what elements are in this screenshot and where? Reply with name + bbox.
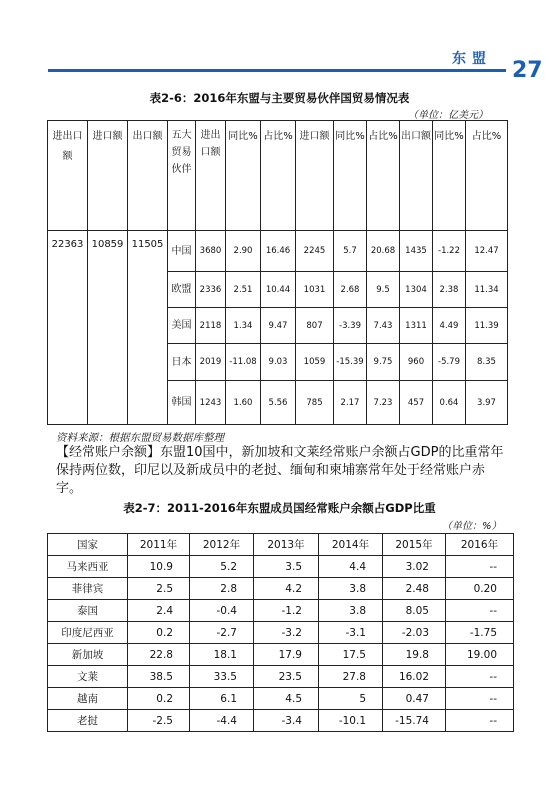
table1-unit: （单位：亿美元）: [408, 110, 488, 121]
value-cell: 5.7: [334, 231, 367, 272]
table1-header-cell: 同比%: [226, 121, 261, 231]
value-cell: -3.4: [254, 710, 319, 732]
total-trade-cell: 22363: [48, 231, 88, 425]
value-cell: 0.47: [383, 688, 446, 710]
table2-header-cell: 2016年: [446, 534, 514, 556]
country-cell: 越南: [48, 688, 128, 710]
value-cell: 9.75: [367, 344, 400, 381]
table2-header-cell: 2011年: [128, 534, 190, 556]
value-cell: 2.90: [226, 231, 261, 272]
value-cell: -3.1: [319, 622, 383, 644]
value-cell: 0.2: [128, 688, 190, 710]
trade-partner-table: [47, 120, 508, 425]
country-cell: 泰国: [48, 600, 128, 622]
value-cell: 2118: [196, 308, 226, 344]
value-cell: 22.8: [128, 644, 190, 666]
value-cell: --: [446, 688, 514, 710]
table-row: [48, 710, 514, 732]
value-cell: 2.8: [190, 578, 254, 600]
partner-cell: 中国: [168, 231, 196, 272]
table-row: [48, 644, 514, 666]
table1-header-cell: 五大贸易伙伴: [168, 121, 196, 231]
value-cell: 2.51: [226, 272, 261, 308]
table-row: [48, 688, 514, 710]
value-cell: 38.5: [128, 666, 190, 688]
table1-header-cell: 出口额: [400, 121, 433, 231]
value-cell: 7.23: [367, 381, 400, 425]
value-cell: 1243: [196, 381, 226, 425]
table2-header-cell: 国家: [48, 534, 128, 556]
value-cell: 9.03: [261, 344, 296, 381]
country-cell: 马来西亚: [48, 556, 128, 578]
table1-header-cell: 同比%: [334, 121, 367, 231]
value-cell: 19.00: [446, 644, 514, 666]
table1-header-cell: 占比%: [261, 121, 296, 231]
value-cell: 20.68: [367, 231, 400, 272]
value-cell: 2245: [296, 231, 334, 272]
table-row: [48, 666, 514, 688]
partner-cell: 美国: [168, 308, 196, 344]
value-cell: 11.39: [466, 308, 508, 344]
value-cell: 4.49: [433, 308, 466, 344]
table-row: [48, 231, 508, 272]
value-cell: -4.4: [190, 710, 254, 732]
value-cell: 2.38: [433, 272, 466, 308]
value-cell: 457: [400, 381, 433, 425]
value-cell: 7.43: [367, 308, 400, 344]
table1-title: 表2-6：2016年东盟与主要贸易伙伴国贸易情况表: [149, 91, 410, 105]
value-cell: 0.20: [446, 578, 514, 600]
value-cell: 0.2: [128, 622, 190, 644]
value-cell: 10.44: [261, 272, 296, 308]
value-cell: 5.56: [261, 381, 296, 425]
value-cell: -15.39: [334, 344, 367, 381]
table1-header-cell: 出口额: [128, 121, 168, 231]
table2-header-row: [48, 534, 514, 556]
table1-header-cell: 进口额: [88, 121, 128, 231]
table-row: [48, 622, 514, 644]
total-export-cell: 11505: [128, 231, 168, 425]
body-paragraph: 【经常账户余额】东盟10国中，新加坡和文莱经常账户余额占GDP的比重常年保持两位数，印尼以及新成员中的老挝、缅甸和柬埔寨常年处于经常账户赤字。: [56, 445, 504, 496]
source-note: 资料来源：根据东盟贸易数据库整理: [56, 432, 224, 444]
value-cell: 2019: [196, 344, 226, 381]
table1-header-cell: 进出口额: [48, 121, 88, 231]
value-cell: 2.48: [383, 578, 446, 600]
value-cell: -11.08: [226, 344, 261, 381]
value-cell: 4.5: [254, 688, 319, 710]
country-cell: 印度尼西亚: [48, 622, 128, 644]
value-cell: 12.47: [466, 231, 508, 272]
value-cell: -3.39: [334, 308, 367, 344]
current-account-table: [47, 533, 514, 732]
value-cell: 6.1: [190, 688, 254, 710]
value-cell: -1.75: [446, 622, 514, 644]
value-cell: 2.68: [334, 272, 367, 308]
table1-header-cell: 同比%: [433, 121, 466, 231]
value-cell: -5.79: [433, 344, 466, 381]
total-import-cell: 10859: [88, 231, 128, 425]
value-cell: 16.02: [383, 666, 446, 688]
table1-header-cell: 进出口额: [196, 121, 226, 231]
partner-cell: 韩国: [168, 381, 196, 425]
value-cell: 5: [319, 688, 383, 710]
value-cell: --: [446, 666, 514, 688]
value-cell: -1.2: [254, 600, 319, 622]
value-cell: -1.22: [433, 231, 466, 272]
value-cell: 9.47: [261, 308, 296, 344]
country-cell: 老挝: [48, 710, 128, 732]
value-cell: --: [446, 600, 514, 622]
table-row: [48, 556, 514, 578]
value-cell: 23.5: [254, 666, 319, 688]
value-cell: --: [446, 710, 514, 732]
value-cell: 3.5: [254, 556, 319, 578]
section-title: 东盟: [452, 51, 492, 67]
value-cell: 3.02: [383, 556, 446, 578]
table1-header-cell: 进口额: [296, 121, 334, 231]
value-cell: 0.64: [433, 381, 466, 425]
value-cell: 1435: [400, 231, 433, 272]
table1-header-cell: 占比%: [367, 121, 400, 231]
value-cell: 3.8: [319, 578, 383, 600]
value-cell: 3.8: [319, 600, 383, 622]
value-cell: 8.35: [466, 344, 508, 381]
value-cell: 27.8: [319, 666, 383, 688]
table2-header-cell: 2012年: [190, 534, 254, 556]
country-cell: 菲律宾: [48, 578, 128, 600]
table-row: [48, 578, 514, 600]
table2-title: 表2-7：2011-2016年东盟成员国经常账户余额占GDP比重: [123, 501, 436, 515]
value-cell: 10.9: [128, 556, 190, 578]
value-cell: -2.03: [383, 622, 446, 644]
value-cell: 16.46: [261, 231, 296, 272]
table1-header-cell: 占比%: [466, 121, 508, 231]
table1-header-row: [48, 121, 508, 231]
value-cell: 1.34: [226, 308, 261, 344]
value-cell: 4.2: [254, 578, 319, 600]
table2-header-cell: 2015年: [383, 534, 446, 556]
value-cell: --: [446, 556, 514, 578]
partner-cell: 欧盟: [168, 272, 196, 308]
value-cell: 5.2: [190, 556, 254, 578]
value-cell: 3680: [196, 231, 226, 272]
value-cell: -2.7: [190, 622, 254, 644]
value-cell: 1311: [400, 308, 433, 344]
partner-cell: 日本: [168, 344, 196, 381]
value-cell: 17.9: [254, 644, 319, 666]
value-cell: 1059: [296, 344, 334, 381]
value-cell: -0.4: [190, 600, 254, 622]
value-cell: -15.74: [383, 710, 446, 732]
value-cell: 960: [400, 344, 433, 381]
table2-header-cell: 2014年: [319, 534, 383, 556]
value-cell: 785: [296, 381, 334, 425]
value-cell: 1031: [296, 272, 334, 308]
value-cell: 2.4: [128, 600, 190, 622]
value-cell: 8.05: [383, 600, 446, 622]
table-row: [48, 600, 514, 622]
value-cell: 11.34: [466, 272, 508, 308]
value-cell: 2.17: [334, 381, 367, 425]
table2-unit: （单位：%）: [442, 521, 502, 532]
page-number: 27: [512, 58, 543, 83]
value-cell: 1304: [400, 272, 433, 308]
value-cell: 18.1: [190, 644, 254, 666]
value-cell: 9.5: [367, 272, 400, 308]
value-cell: 19.8: [383, 644, 446, 666]
country-cell: 新加坡: [48, 644, 128, 666]
table2-header-cell: 2013年: [254, 534, 319, 556]
value-cell: 4.4: [319, 556, 383, 578]
value-cell: 2.5: [128, 578, 190, 600]
value-cell: 17.5: [319, 644, 383, 666]
value-cell: 807: [296, 308, 334, 344]
value-cell: 33.5: [190, 666, 254, 688]
value-cell: 1.60: [226, 381, 261, 425]
value-cell: -3.2: [254, 622, 319, 644]
value-cell: 2336: [196, 272, 226, 308]
value-cell: 3.97: [466, 381, 508, 425]
header-rule: [48, 69, 506, 72]
value-cell: -2.5: [128, 710, 190, 732]
country-cell: 文莱: [48, 666, 128, 688]
value-cell: -10.1: [319, 710, 383, 732]
